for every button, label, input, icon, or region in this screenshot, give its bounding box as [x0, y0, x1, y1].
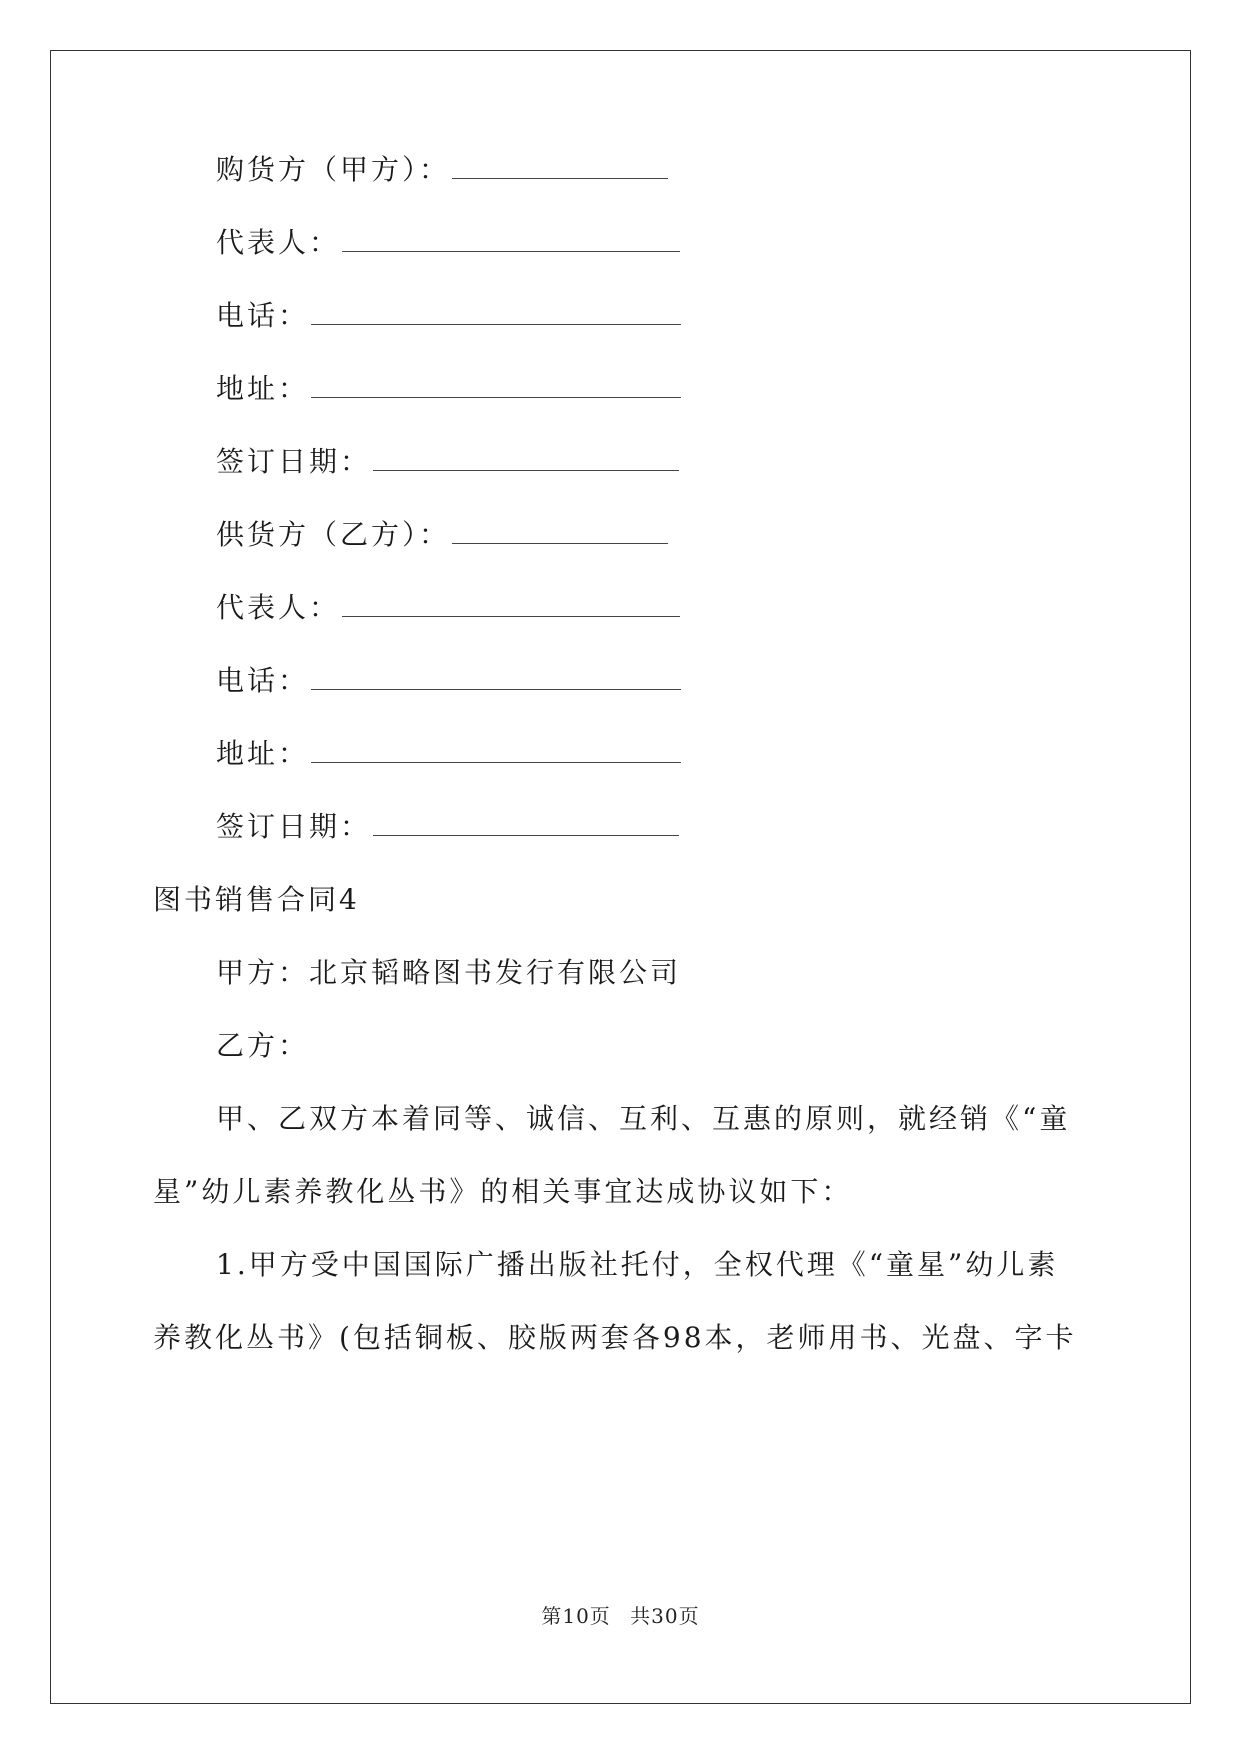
intro-paragraph-line-1: 甲、乙双方本着同等、诚信、互利、互惠的原则，就经销《“童: [216, 1102, 1071, 1135]
purchaser-party-blank: [452, 152, 668, 179]
purchaser-phone-label: 电话：: [216, 299, 310, 332]
purchaser-rep-line: [216, 223, 680, 263]
supplier-phone-label: 电话：: [216, 664, 310, 697]
purchaser-address-line: [216, 369, 681, 409]
purchaser-rep-label: 代表人：: [216, 226, 341, 259]
purchaser-address-label: 地址：: [216, 372, 310, 405]
supplier-party-line: [216, 515, 668, 555]
purchaser-rep-blank: [342, 225, 680, 252]
contract-heading: 图书销售合同4: [153, 883, 360, 916]
purchaser-date-blank: [373, 444, 679, 471]
purchaser-date-label: 签订日期：: [216, 445, 372, 478]
page-number-current: 第10页: [541, 1604, 611, 1628]
supplier-party-label: 供货方（乙方）：: [216, 518, 451, 551]
supplier-address-label: 地址：: [216, 737, 310, 770]
supplier-address-line: [216, 734, 681, 774]
supplier-date-label: 签订日期：: [216, 810, 372, 843]
clause-1-line-2: 养教化丛书》(包括铜板、胶版两套各98本，老师用书、光盘、字卡: [153, 1321, 1077, 1354]
supplier-date-blank: [373, 809, 679, 836]
clause-1-line-1: 1.甲方受中国国际广播出版社托付，全权代理《“童星”幼儿素: [216, 1248, 1059, 1281]
intro-paragraph-line-2: 星”幼儿素养教化丛书》的相关事宜达成协议如下：: [153, 1175, 853, 1208]
supplier-rep-line: [216, 588, 680, 628]
purchaser-phone-line: [216, 296, 681, 336]
page-number-total: 共30页: [630, 1604, 700, 1628]
party-a-line: 甲方：北京韬略图书发行有限公司: [216, 956, 682, 989]
purchaser-party-line: [216, 150, 668, 190]
supplier-party-blank: [452, 517, 668, 544]
purchaser-address-blank: [311, 371, 681, 398]
purchaser-party-label: 购货方（甲方）：: [216, 153, 451, 186]
supplier-phone-line: [216, 661, 681, 701]
purchaser-phone-blank: [311, 298, 681, 325]
party-b-line: 乙方：: [216, 1029, 310, 1062]
supplier-phone-blank: [311, 663, 681, 690]
supplier-rep-label: 代表人：: [216, 591, 341, 624]
page-footer: [0, 1600, 1241, 1629]
supplier-rep-blank: [342, 590, 680, 617]
supplier-date-line: [216, 807, 679, 847]
supplier-address-blank: [311, 736, 681, 763]
purchaser-date-line: [216, 442, 679, 482]
